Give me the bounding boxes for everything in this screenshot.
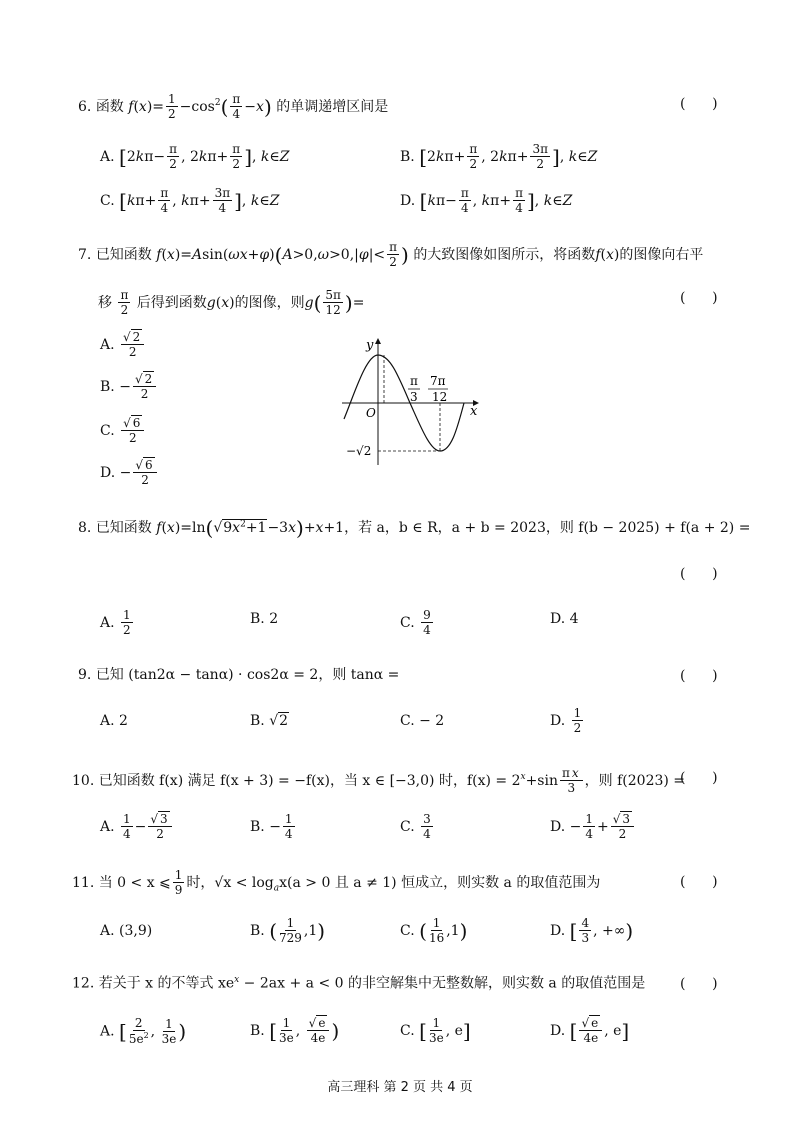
q10-option-d[interactable]: D. − $\frac{1}{4}$ + $\frac{√ 3}{2}$ [550,812,636,842]
q9-option-d[interactable]: D. $\frac{1}{2}$ [550,706,582,736]
q8-answer-paren: ( ) [680,566,718,582]
q11-stem: 11. 当 0 < x ⩽ $\frac{1}{9}$ 时，$√x < \log_ax(a > 0$ 且 a ≠ 1) 恒成立，则实数 a 的取值范围为 [72,868,601,898]
q11-option-c[interactable]: C. ( $\frac{1}{16}$ ,1) [400,916,468,946]
q12-stem: 12. 若关于 x 的不等式 $xe^x - 2ax + a < 0$ 的非空解集中无整数解，则实数 a 的取值范围是 [72,975,646,992]
q8-stem: 8. 已知函数 $f(x)=\ln(√9x^2+1-3x)+x+1$，若 a，b ∈ R，a + b = 2023，则 f(b − 2025) + f(a + 2) = [78,516,751,540]
q11-option-d[interactable]: D. [ $\frac{4}{3}$ , +∞) [550,916,634,946]
q6-stem: 6. 函数 f(x)= $\frac{1}{2}$ $-\cos^2$( $\frac{\pi}{4}$ −x) 的单调递增区间是 [78,92,389,122]
y-label: y [366,338,374,353]
tick1-den: 3 [410,390,418,404]
q12-option-a[interactable]: A. [ $\frac{2}{5e^2}$ , $\frac{1}{3e}$ ) [100,1016,187,1047]
q7-option-d[interactable]: D. − $\frac{√ 6}{2}$ [100,458,159,488]
q7-option-a[interactable]: A. $\frac{√ 2}{2}$ [100,330,146,360]
q9-option-c[interactable]: C. − 2 [400,713,445,729]
page-footer: 高三理科 第 2 页 共 4 页 [327,1080,473,1095]
q7-sine-graph [340,335,490,470]
tick1-num: π [410,374,418,388]
q7-stem-line1: 7. 已知函数 f(x)=Asin(ωx+φ)(A>0,ω>0,|φ|< $\frac{\pi}{2}$ ) 的大致图像如图所示，将函数f(x)的图像向右平 [78,240,704,270]
origin-label: O [366,406,376,420]
q12-option-c[interactable]: C. [ $\frac{1}{3e}$ , e] [400,1016,471,1046]
q6-option-c[interactable]: C. [kπ+ $\frac{\pi}{4}$ , kπ+ $\frac{3\pi}{4}$ ], k∈Z [100,186,280,216]
q10-answer-paren: ( ) [680,770,718,786]
tick2-num: 7π [430,374,446,388]
q12-answer-paren: ( ) [680,976,718,992]
q10-option-b[interactable]: B. − $\frac{1}{4}$ [250,812,293,842]
q7-stem-line2: 移 $\frac{\pi}{2}$ 后得到函数g(x)的图像，则g( $\frac{5\pi}{12}$ )= [98,288,365,318]
q10-stem: 10. 已知函数 f(x) 满足 f(x + 3) = −f(x)，当 x ∈ [−3,0) 时，$f(x) = 2^x+\sin$ $\frac{\text{π x}}{3}$ ，则 f(2023) = [72,766,686,796]
q8-option-a[interactable]: A. $\frac{1}{2}$ [100,608,131,638]
q6-option-a[interactable]: A. [2kπ− $\frac{\pi}{2}$ , 2kπ+ $\frac{\pi}{2}$ ], k∈Z [100,142,290,172]
q9-answer-paren: ( ) [680,668,718,684]
q7-answer-paren: ( ) [680,290,718,306]
q10-option-c[interactable]: C. $\frac{3}{4}$ [400,812,431,842]
x-label: x [470,404,478,419]
q7-option-b[interactable]: B. − $\frac{√ 2}{2}$ [100,372,158,402]
q10-option-a[interactable]: A. $\frac{1}{4}$ − $\frac{√ 3}{2}$ [100,812,174,842]
q8-option-c[interactable]: C. $\frac{9}{4}$ [400,608,431,638]
q6-answer-paren: ( ) [680,96,718,112]
q8-option-b[interactable]: B. 2 [250,611,279,627]
q9-stem: 9. 已知 (tan2α − tanα) · cos2α = 2，则 tanα = [78,667,400,683]
q12-option-b[interactable]: B. [ $\frac{1}{3e}$ , $\frac{√ e}{4e}$ ) [250,1016,340,1046]
q8-option-d[interactable]: D. 4 [550,611,579,627]
tick2-den: 12 [432,390,448,404]
q6-option-b[interactable]: B. [2kπ+ $\frac{\pi}{2}$ , 2kπ+ $\frac{3\pi}{2}$ ], k∈Z [400,142,598,172]
min-label: −√2 [346,444,372,458]
q12-option-d[interactable]: D. [ $\frac{√ e}{4e}$ , e] [550,1016,630,1046]
q7-option-c[interactable]: C. $\frac{√ 6}{2}$ [100,416,146,446]
q9-option-a[interactable]: A. 2 [100,713,128,729]
q6-option-d[interactable]: D. [kπ− $\frac{\pi}{4}$ , kπ+ $\frac{\pi}{4}$ ], k∈Z [400,186,573,216]
q11-option-a[interactable]: A. (3,9) [100,923,153,939]
q9-option-b[interactable]: B. √2 [250,713,289,729]
q11-answer-paren: ( ) [680,874,718,890]
q11-option-b[interactable]: B. ( $\frac{1}{729}$ ,1) [250,916,326,946]
